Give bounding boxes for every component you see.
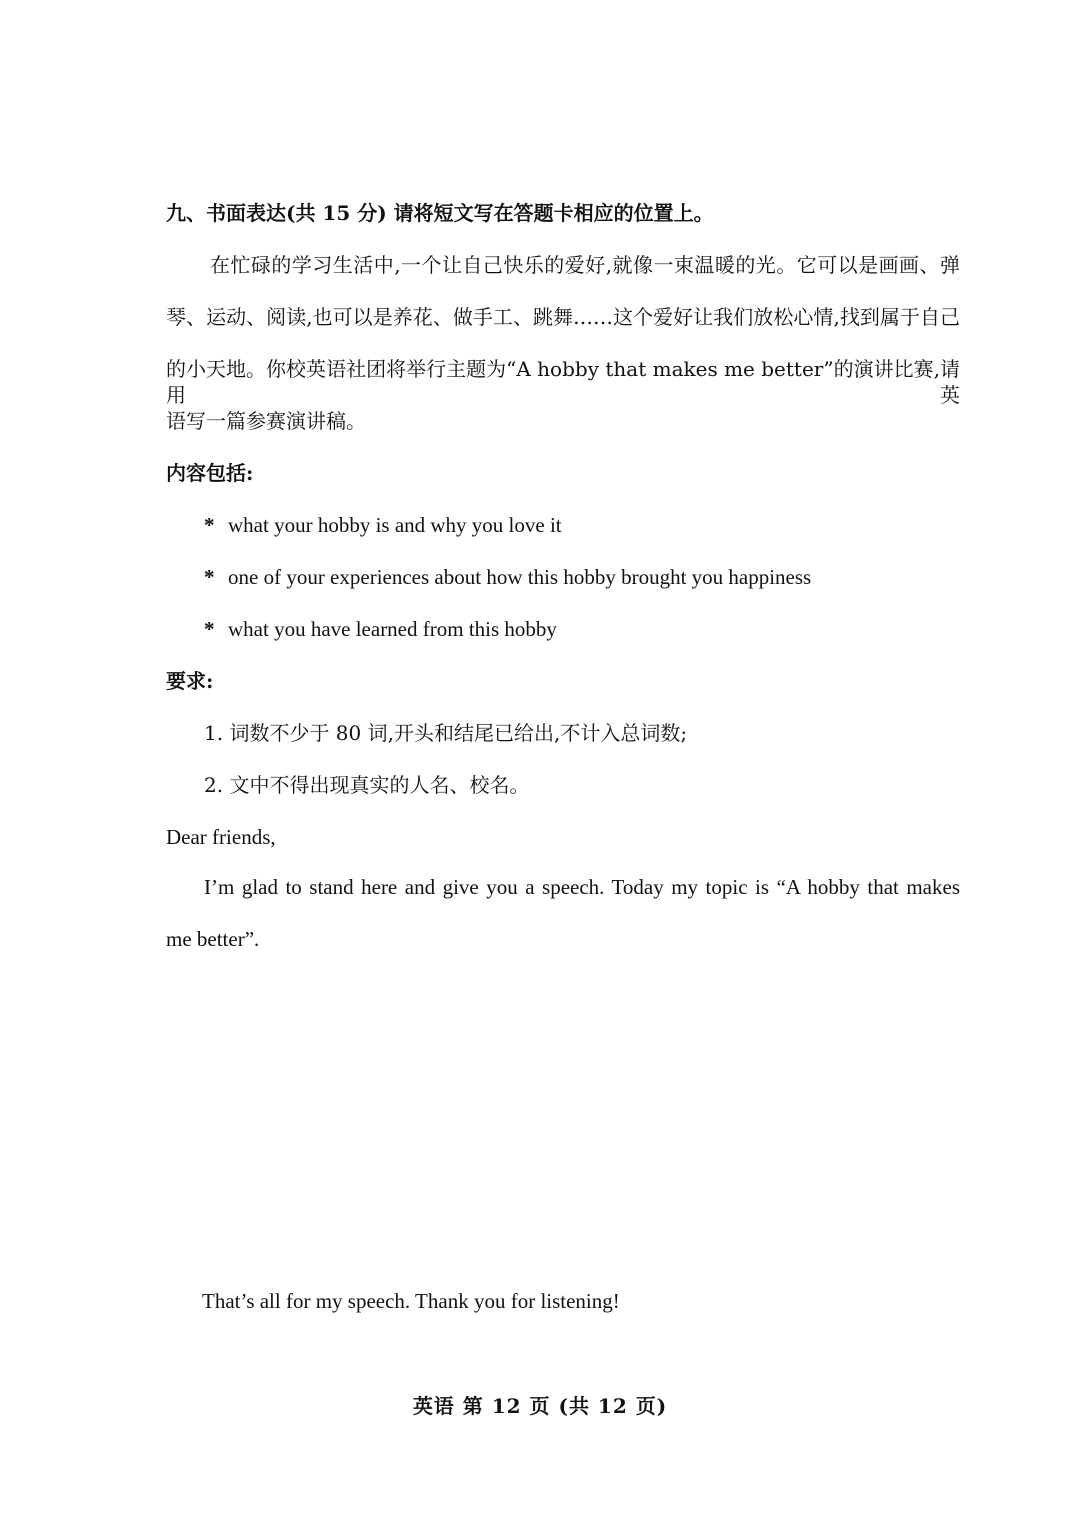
content-item	[204, 564, 998, 590]
content-item-text: one of your experiences about how this hobby brought you happiness	[228, 565, 812, 589]
section-heading: 九、书面表达(共 15 分) 请将短文写在答题卡相应的位置上。	[166, 201, 714, 225]
content-label: 内容包括:	[166, 461, 254, 485]
content-item	[204, 616, 998, 642]
content-item	[204, 512, 998, 538]
essay-opening-line-1: I’m glad to stand here and give you a speech. Today my topic is “A hobby that makes	[204, 875, 960, 899]
content-item-text: what your hobby is and why you love it	[228, 513, 562, 537]
essay-opening-line-2: me better”.	[166, 927, 260, 951]
requirement-item: 1. 词数不少于 80 词,开头和结尾已给出,不计入总词数;	[204, 721, 688, 745]
essay-greeting: Dear friends,	[166, 825, 276, 849]
page-footer: 英语 第 12 页 (共 12 页)	[412, 1394, 668, 1418]
prompt-line-4: 语写一篇参赛演讲稿。	[166, 409, 366, 433]
requirements-label: 要求:	[166, 669, 214, 693]
requirement-item: 2. 文中不得出现真实的人名、校名。	[204, 773, 530, 797]
prompt-line-1: 在忙碌的学习生活中,一个让自己快乐的爱好,就像一束温暖的光。它可以是画画、弹	[210, 253, 960, 277]
bullet-icon: *	[204, 513, 215, 537]
prompt-line-3: 的小天地。你校英语社团将举行主题为“A hobby that makes me better”的演讲比赛,请用英	[166, 357, 960, 407]
prompt-line-2: 琴、运动、阅读,也可以是养花、做手工、跳舞……这个爱好让我们放松心情,找到属于自己	[166, 305, 960, 329]
content-item-text: what you have learned from this hobby	[228, 617, 557, 641]
bullet-icon: *	[204, 617, 215, 641]
essay-closing: That’s all for my speech. Thank you for listening!	[202, 1289, 620, 1313]
bullet-icon: *	[204, 565, 215, 589]
